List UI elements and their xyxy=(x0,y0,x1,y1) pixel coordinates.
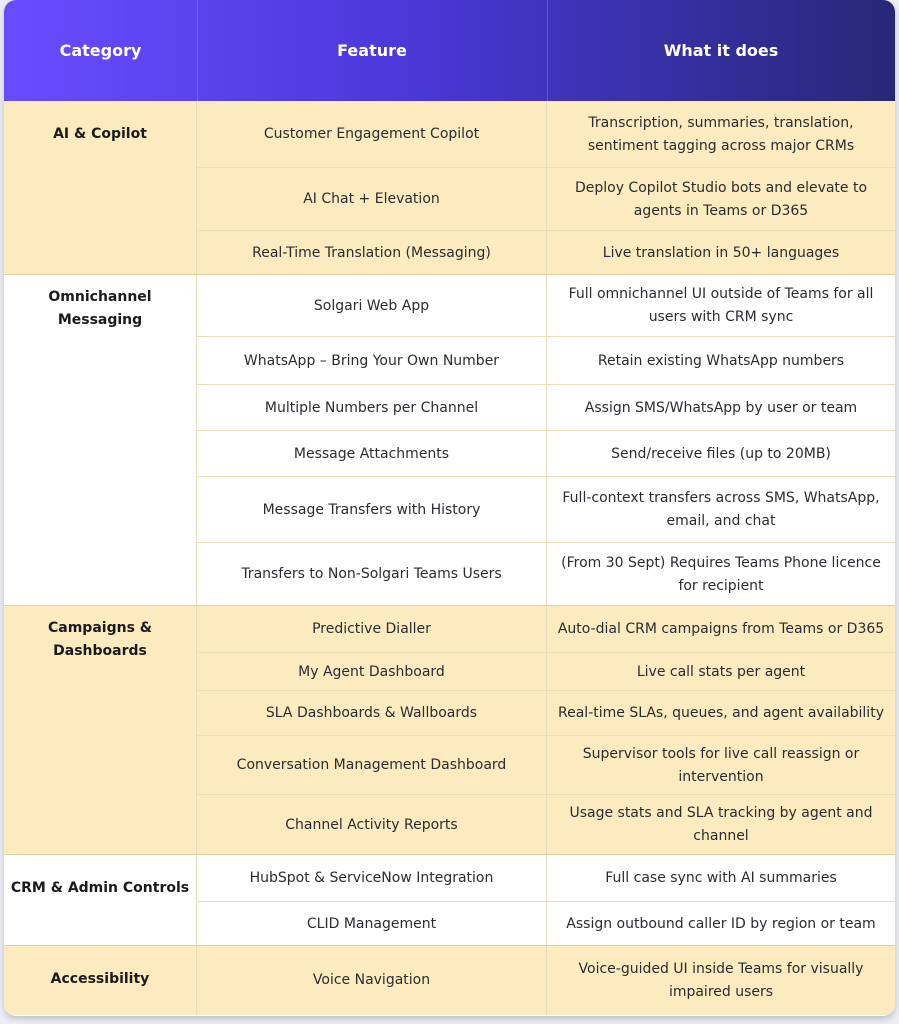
description-cell: Supervisor tools for live call reassign or intervention xyxy=(582,745,860,785)
feature-cell: HubSpot & ServiceNow Integration xyxy=(197,855,547,902)
feature-table xyxy=(4,0,895,1016)
feature-cell: Message Transfers with History xyxy=(197,477,547,543)
feature-cell: Transfers to Non-Solgari Teams Users xyxy=(197,543,547,606)
category-cell xyxy=(4,855,197,922)
feature-cell: My Agent Dashboard xyxy=(197,653,547,691)
description-cell: Voice-guided UI inside Teams for visually impaired users xyxy=(578,960,864,1000)
description-cell: (From 30 Sept) Requires Teams Phone licence for recipient xyxy=(561,554,881,594)
category-cell xyxy=(4,275,197,342)
feature-cell: WhatsApp – Bring Your Own Number xyxy=(197,337,547,385)
description-cell: Assign outbound caller ID by region or team xyxy=(566,915,876,932)
description-cell: Live translation in 50+ languages xyxy=(602,244,840,261)
description-cell: Usage stats and SLA tracking by agent and channel xyxy=(569,805,873,844)
description-cell: Real-time SLAs, queues, and agent availability xyxy=(558,705,884,721)
feature-cell: Conversation Management Dashboard xyxy=(197,736,547,795)
category-label: CRM & Admin Controls xyxy=(10,880,190,896)
feature-cell: Predictive Dialler xyxy=(197,606,547,653)
feature-cell: Multiple Numbers per Channel xyxy=(197,385,547,431)
category-label: Omnichannel Messaging xyxy=(48,288,152,328)
feature-cell: Customer Engagement Copilot xyxy=(197,101,547,168)
feature-cell: Solgari Web App xyxy=(197,275,547,337)
feature-cell: Message Attachments xyxy=(197,431,547,477)
category-cell xyxy=(4,101,197,168)
category-cell xyxy=(4,946,197,1013)
feature-cell: Channel Activity Reports xyxy=(197,795,547,855)
category-label: Accessibility xyxy=(50,971,150,987)
description-cell: Full omnichannel UI outside of Teams for all users with CRM sync xyxy=(568,286,874,325)
feature-cell: CLID Management xyxy=(197,902,547,946)
description-cell: Assign SMS/WhatsApp by user or team xyxy=(584,399,858,416)
category-cell xyxy=(4,606,197,673)
feature-cell: Voice Navigation xyxy=(197,946,547,1015)
feature-cell: SLA Dashboards & Wallboards xyxy=(197,691,547,736)
description-cell: Retain existing WhatsApp numbers xyxy=(597,352,845,369)
table-header xyxy=(4,0,895,101)
description-cell: Deploy Copilot Studio bots and elevate to agents in Teams or D365 xyxy=(574,179,868,219)
description-cell: Full case sync with AI summaries xyxy=(605,870,837,886)
description-cell: Transcription, summaries, translation, sentiment tagging across major CRMs xyxy=(587,114,855,154)
feature-cell: Real-Time Translation (Messaging) xyxy=(197,231,547,275)
description-cell: Live call stats per agent xyxy=(636,663,806,680)
description-cell: Full-context transfers across SMS, WhatsApp, email, and chat xyxy=(562,490,880,529)
description-cell: Auto-dial CRM campaigns from Teams or D365 xyxy=(557,621,885,637)
header-feature: Feature xyxy=(337,41,407,60)
header-what-it-does: What it does xyxy=(663,41,779,60)
header-category: Category xyxy=(59,41,142,60)
category-label: Campaigns & Dashboards xyxy=(48,619,152,659)
feature-cell: AI Chat + Elevation xyxy=(197,168,547,231)
category-label: AI & Copilot xyxy=(53,126,147,142)
description-cell: Send/receive files (up to 20MB) xyxy=(611,445,831,462)
